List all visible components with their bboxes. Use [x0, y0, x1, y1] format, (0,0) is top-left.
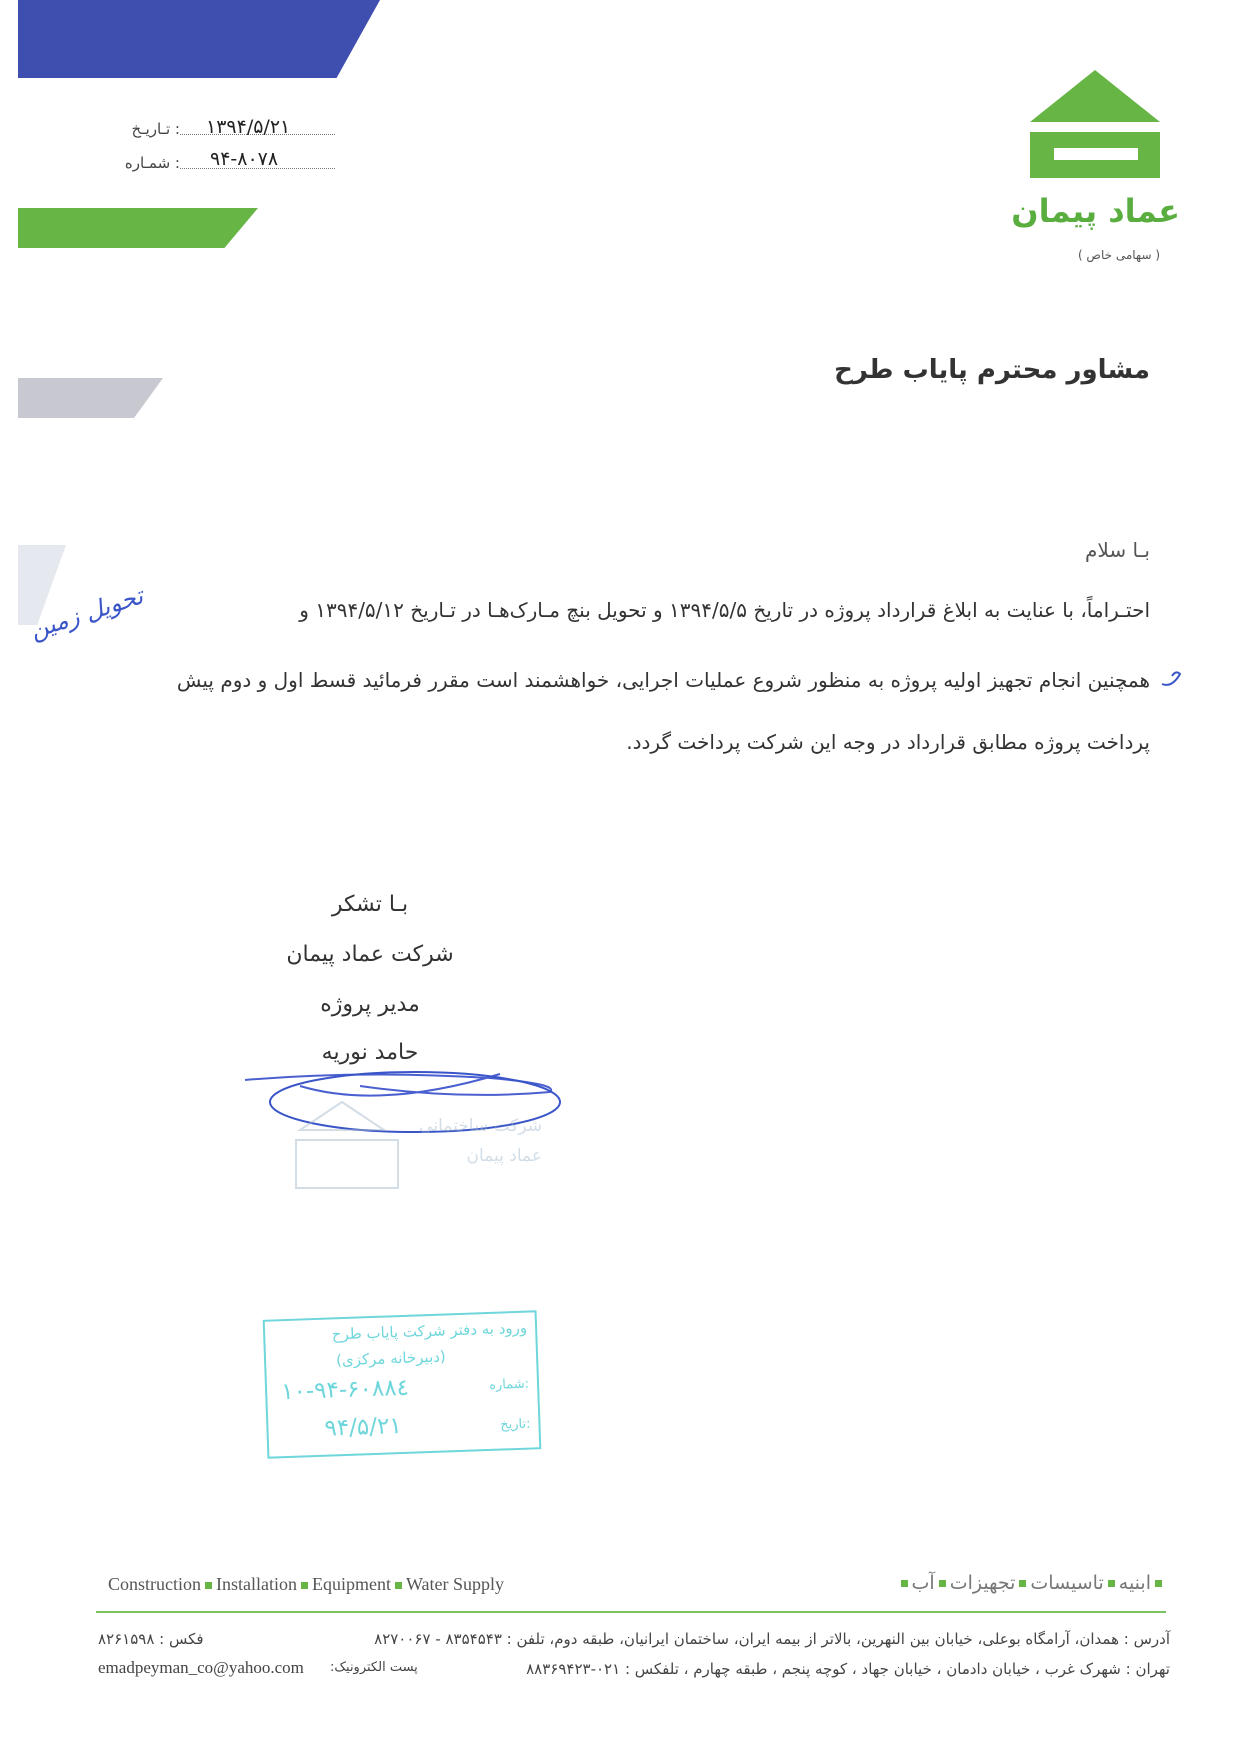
footer-services-en	[108, 1574, 504, 1595]
stamp-line-2: (دبیرخانه مرکزی)	[335, 1347, 447, 1370]
letter-line-1: احتـراماً، با عنایت به ابلاغ قرارداد پروژه در تاریخ ۱۳۹۴/۵/۵ و تحویل بنچ مـارک‌هـا در تـاریخ ۱۳۹۴/۵/۱۲ و	[299, 598, 1150, 622]
signature-title: مدیر پروژه	[320, 992, 420, 1017]
handwritten-mark-icon	[1158, 668, 1186, 690]
recipient: مشاور محترم پایاب طرح	[834, 355, 1150, 385]
fax-hamedan: فکس : ۸۲۶۱۵۹۸	[98, 1630, 204, 1648]
service-fa-3: تجهیزات	[949, 1572, 1016, 1594]
signature-company: شرکت عماد پیمان	[286, 942, 454, 967]
logo-company-name: عماد پیمان	[1011, 192, 1180, 230]
stamp-date-label: تاریخ:	[499, 1416, 531, 1433]
service-en-construction: Construction	[108, 1574, 201, 1594]
footer-services-fa	[897, 1572, 1166, 1594]
address-hamedan: آدرس : همدان، آرامگاه بوعلی، خیابان بین النهرین، بالاتر از بیمه ایران، ساختمان ایرانیان، طبقه دوم، تلفن : ۸۳۵۴۵۴۳ - ۸۲۷۰۰۶۷	[374, 1630, 1170, 1648]
company-logo	[1010, 70, 1180, 270]
number-value: ۹۴-۸۰۷۸	[210, 148, 279, 170]
closing: بـا تشکر	[331, 892, 409, 917]
signature-name: حامد نوریه	[321, 1040, 419, 1065]
email-link[interactable]: emadpeyman_co@yahoo.com	[98, 1658, 304, 1677]
service-en-water: Water Supply	[405, 1574, 505, 1594]
seal-line-2: عماد پیمان	[466, 1146, 542, 1166]
service-fa-2: تاسیسات	[1030, 1572, 1104, 1594]
letter-line-3: پرداخت پروژه مطابق قرارداد در وجه این شرکت پرداخت گردد.	[626, 730, 1150, 754]
service-en-equipment: Equipment	[311, 1574, 391, 1594]
date-value: ۱۳۹۴/۵/۲۱	[206, 116, 291, 138]
header-band-green	[18, 208, 258, 248]
stamp-line-1: ورود به دفتر شرکت پایاب طرح	[331, 1318, 528, 1344]
email-label: پست الکترونیک:	[330, 1660, 418, 1675]
address-tehran: تهران : شهرک غرب ، خیابان دادمان ، خیابان جهاد ، کوچه پنجم ، طبقه چهارم ، تلفکس : ۰۲۱-۸۸۳۶۹۴۲۳	[526, 1660, 1170, 1678]
header-band-blue	[18, 0, 380, 78]
seal-house-icon	[292, 1098, 402, 1193]
service-en-installation: Installation	[216, 1574, 297, 1594]
letter-line-2: همچنین انجام تجهیز اولیه پروژه به منظور شروع عملیات اجرایی، خواهشمند است مقرر فرمائید قسط اول و دوم پیش	[176, 668, 1150, 692]
seal-line-1: شرکت ساختمانی	[419, 1116, 542, 1136]
stamp-date-value: ۹۴/۵/۲۱	[324, 1413, 403, 1442]
service-fa-4: آب	[911, 1572, 935, 1594]
greeting: بـا سلام	[1085, 538, 1150, 562]
stamp-number-label: شماره:	[488, 1376, 530, 1393]
header-band-gray	[18, 378, 163, 418]
logo-company-type: ( سهامی خاص )	[1077, 248, 1160, 262]
stamp-number-value: ۱۰-۹۴-۶۰۸۸٤	[280, 1374, 410, 1406]
company-seal	[292, 1098, 542, 1198]
service-fa-1: ابنیه	[1118, 1572, 1151, 1594]
date-label: : تـاریـخ	[131, 120, 180, 138]
handwritten-note: تحویل زمین	[26, 581, 147, 645]
receipt-stamp	[263, 1310, 542, 1458]
number-label: : شمـاره	[124, 154, 180, 172]
footer-divider	[96, 1611, 1166, 1613]
logo-mark-icon	[1020, 70, 1170, 182]
date-block	[110, 112, 350, 172]
